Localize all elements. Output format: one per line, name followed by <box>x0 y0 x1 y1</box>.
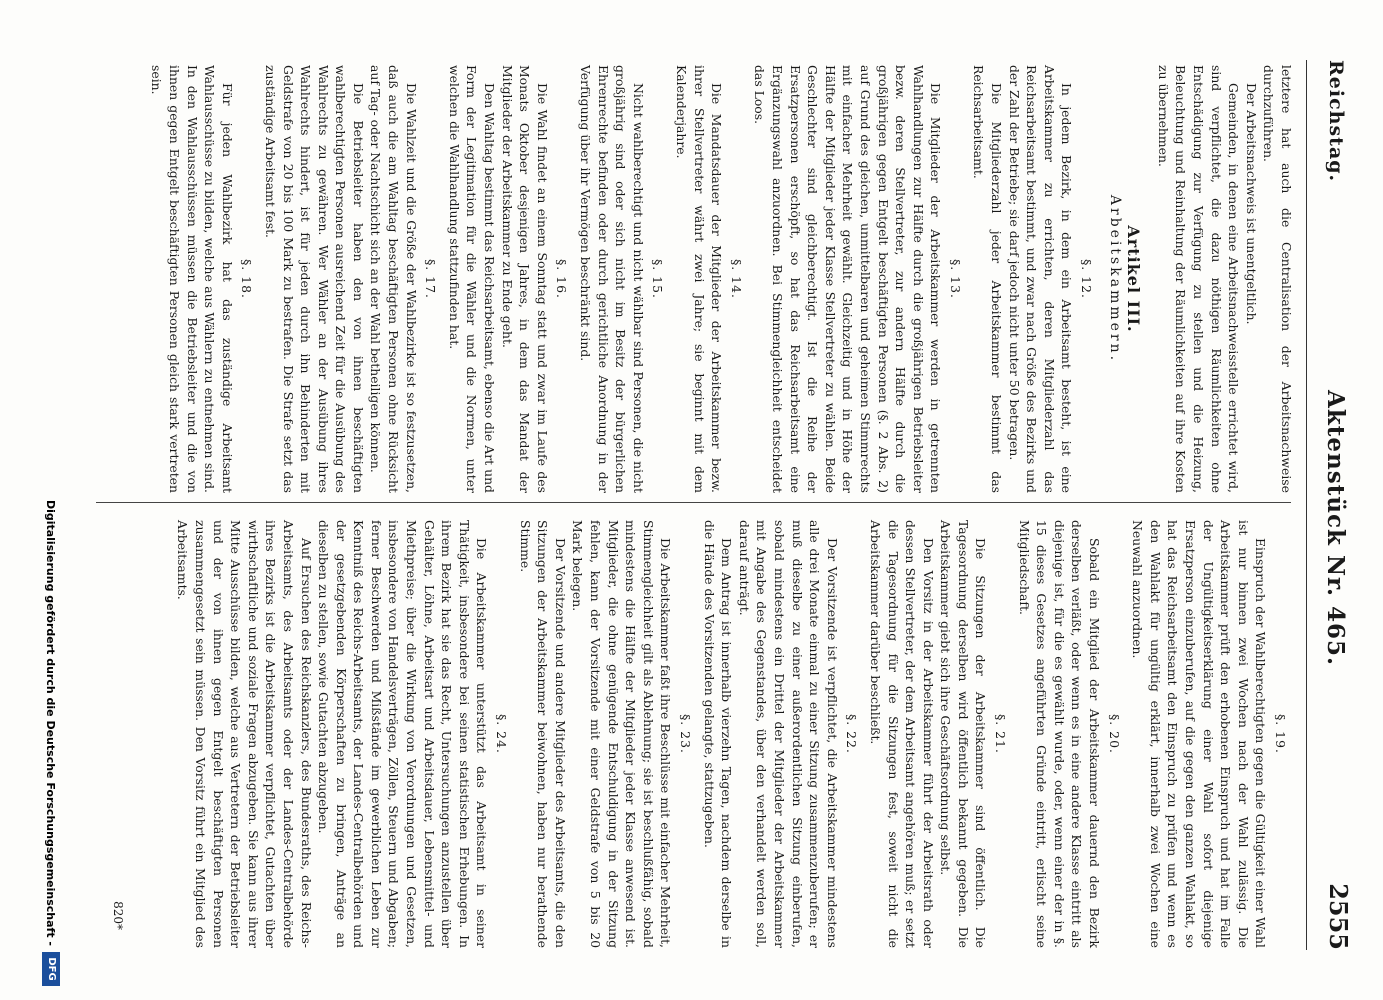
section-heading: §. 13. <box>947 259 963 299</box>
paragraph: Der Vorsitzende ist verpflichtet, die Arbeitskammer mindestens alle drei Monate einmal zu einer Sitzung zusammenzuberufen; er muß dieselbe zu einer außerordentlichen Sitzung einberufen, sobald mindestens ein Drittel der Mitglieder der Arbeitskammer mit Angabe des Gegenstandes, über den verhandelt werden soll, darauf anträgt. <box>736 520 840 948</box>
section-heading: §. 22. <box>844 714 860 754</box>
article-subtitle: Arbeitskammern. <box>1106 194 1123 364</box>
paragraph: Auf Ersuchen des Reichskanzlers, des Bundesraths, des Reichs-Arbeitsamts, des Arbeitsamts oder der Landes-Centralbehörde ihres Bezirks ist die Arbeitskammer verpflichtet, Gutachten über wirthschaftliche und soziale Fragen abzugeben. Sie kann aus ihrer Mitte Ausschüsse bilden, welche aus Vertretern der Betriebsleiter und der von ihnen gegen Entgelt beschäftigten Personen zusammengesetzt sein müssen. Den Vorsitz führt ein Mitglied des Arbeitsamts. <box>175 520 314 948</box>
column-divider <box>96 502 1291 503</box>
section-heading: §. 18. <box>239 259 255 299</box>
paragraph: Nicht wahlberechtigt und nicht wählbar sind Personen, die nicht großjährig sind oder sich nicht im Besitz der bürgerlichen Ehrenrechte befinden oder durch gerichtliche Anordnung in der Verfügung über ihr Vermögen beschränkt sind. <box>578 65 646 493</box>
paragraph: Den Wahltag bestimmt das Reichsarbeitsamt, ebenso die Art und Form der Legitimation für die Wähler und die Normen, unter welchen die Wahlhandlung stattzufinden hat. <box>446 65 498 493</box>
paragraph: Die Wahlzeit und die Größe der Wahlbezirke ist so festzusetzen, daß auch die am Wahltag beschäftigten Personen ohne Rücksicht auf Tag- oder Nachtschicht sich an der Wahl betheiligen können. <box>368 65 419 493</box>
header-rule <box>1306 60 1307 950</box>
paragraph: In jedem Bezirk, in dem ein Arbeitsamt besteht, ist eine Arbeitskammer zu errichten, deren Mitgliederzahl das Reichsarbeitsamt bestimmt, und zwar nach Größe des Bezirks und der Zahl der Betriebe; sie darf jedoch nicht unter 50 betragen. <box>1006 65 1075 493</box>
paragraph: Die Wahl findet an einem Sonntag statt und zwar im Laufe des Monats Oktober desjenigen Jahres, in dem das Mandat der Mitglieder der Arbeitskammer zu Ende geht. <box>499 65 550 493</box>
paragraph: Für jeden Wahlbezirk hat das zuständige Arbeitsamt Wahlausschüsse zu bilden, welche aus Wählern zu entnehmen sind. In den Wahlausschüssen müssen die Betriebsleiter und die von ihnen gegen Entgelt beschäftigten Personen gleich stark vertreten sein. <box>149 65 235 493</box>
header-reichstag: Reichstag. <box>1325 60 1347 183</box>
paragraph: Die Mitgliederzahl jeder Arbeitskammer bestimmt das Reichsarbeitsamt. <box>971 65 1005 493</box>
right-column <box>174 520 1295 948</box>
paragraph: Den Vorsitz in der Arbeitskammer führt der Arbeitsrath oder dessen Stellvertreter, der dem Arbeitsamt angehören muß; er setzt die Tagesordnung für die Sitzungen fest, soweit nicht die Arbeitskammer darüber beschließt. <box>867 520 936 948</box>
section-heading: §. 19. <box>1273 714 1288 754</box>
paragraph: Die Arbeitskammer unterstützt das Arbeitsamt in seiner Thätigkeit, insbesondere bei seinen statistischen Erhebungen. In ihrem Bezirk hat sie das Recht, Untersuchungen anzustellen über Gehälter, Löhne, Arbeitsart und Arbeitsdauer, Lebensmittel- und Miethpreise; über die Wirkung von Verordnungen und Gesetzen, insbesondere von Handelsverträgen, Zöllen, Steuern und Abgaben; ferner Beschwerden und Mißstände im gewerblichen Leben zur Kenntniß des Reichs-Arbeitsamts, der Landes-Centralbehörden und der gesetzgebenden Körperschaften zu bringen, Anträge an dieselben zu stellen, sowie Gutachten abzugeben. <box>316 520 490 948</box>
paragraph: Die Betriebsleiter haben den von ihnen beschäftigten wahlberechtigten Personen ausreichend Zeit für die Ausübung des Wahlrechts zu gewähren. Wer Wähler an der Ausübung ihres Wahlrechts hindert, ist für jeden durch ihn Behinderten mit Geldstrafe von 20 bis 100 Mark zu bestrafen. Die Strafe setzt das zuständige Arbeitsamt fest. <box>262 65 366 493</box>
section-heading: §. 16. <box>554 259 570 299</box>
paragraph: letztere hat auch die Centralisation der Arbeitsnachweise durchzuführen. <box>1261 65 1294 493</box>
paragraph: Die Sitzungen der Arbeitskammer sind öffentlich. Die Tagesordnung derselben wird öffentlich bekannt gegeben. Die Arbeitskammer giebt sich ihre Geschäftsordnung selbst. <box>938 520 989 948</box>
paragraph: Die Mitglieder der Arbeitskammer werden in getrennten Wahlhandlungen zur Hälfte durch die großjährigen Betriebsleiter bezw. deren Stellvertreter, zur andern Hälfte durch die großjährigen gegen Entgelt beschäftigten Personen (§. 2 Abs. 2) auf Grund des gleichen, unmittelbaren und geheimen Stimmrechts mit einfacher Mehrheit gewählt. Gleichzeitig und in Höhe der Hälfte der Mitglieder jeder Klasse Stellvertreter zu wählen. Beide Geschlechter sind gleichberechtigt. Ist die Reihe der Ersatzpersonen erschöpft, so hat das Reichsarbeitsamt eine Ergänzungswahl anzuordnen. Bei Stimmengleichheit entscheidet das Loos. <box>752 65 944 493</box>
section-heading: §. 24. <box>494 714 510 754</box>
paragraph: Die Mandatsdauer der Mitglieder der Arbeitskammer bezw. ihrer Stellvertreter währt zwei Jahre; sie beginnt mit dem Kalenderjahre. <box>674 65 725 493</box>
paragraph: Einspruch der Wahlberechtigten gegen die Gültigkeit einer Wahl ist nur binnen zwei Wochen nach der Wahl zulässig. Die Arbeitskammer prüft den erhobenen Einspruch und hat im Falle der Ungültigkeitserklärung einer Wahl sofort diejenige Ersatzperson einzuberufen, auf die gegen den ganzen Wahlakt, so hat das Reichsarbeitsamt den Einspruch zu prüfen und wenn es den Wahlakt für ungültig erklärt, innerhalb zwei Wochen eine Neuwahl anzuordnen. <box>1130 520 1269 948</box>
digitization-stamp <box>39 8 61 992</box>
stamp-text: Digitalisierung gefördert durch die Deutsche Forschungsgemeinschaft - <box>44 499 57 946</box>
header-title: Aktenstück Nr. 465. <box>1322 390 1349 667</box>
page-header <box>1315 60 1355 950</box>
paragraph: Der Vorsitzende und andere Mitglieder des Arbeitsamts, die den Sitzungen der Arbeitskammer beiwohnen, haben nur berathende Stimme. <box>517 520 568 948</box>
paragraph: Dem Antrag ist innerhalb vierzehn Tagen, nachdem derselbe in die Hände des Vorsitzenden gelangte, stattzugeben. <box>701 520 735 948</box>
section-heading: §. 20. <box>1106 714 1122 754</box>
paragraph: Die Arbeitskammer faßt ihre Beschlüsse mit einfacher Mehrheit, Stimmengleichheit gilt als Ablehnung; sie ist beschlußfähig, sobald mindestens die Hälfte der Mitglieder jeder Klasse anwesend ist. Mitglieder, die ohne genügende Entschuldigung in der Sitzung fehlen, kann der Vorsitzende mit einer Geldstrafe von 5 bis 20 Mark belegen. <box>570 520 674 948</box>
paragraph: Sobald ein Mitglied der Arbeitskammer dauernd den Bezirk derselben verläßt, oder wenn es in eine andere Klasse eintritt als diejenige ist, für die es gewählt wurde, oder, wenn einer der in §. 15 dieses Gesetzes angeführten Gründe eintritt, erlischt seine Mitgliedschaft. <box>1016 520 1103 948</box>
page-number: 2555 <box>1324 883 1353 950</box>
section-heading: §. 17. <box>423 259 439 299</box>
paragraph: Gemeinden, in denen eine Arbeitsnachweisstelle errichtet wird, sind verpflichtet, die dazu nöthigen Räumlichkeiten ohne Entschädigung zur Verfügung zu stellen und die Heizung, Beleuchtung und Reinhaltung der Räumlichkeiten auf ihre Kosten zu übernehmen. <box>1155 65 1242 493</box>
section-heading: §. 15. <box>650 259 666 299</box>
section-heading: §. 12. <box>1079 259 1095 299</box>
article-title: Artikel III. <box>1124 225 1144 333</box>
section-heading: §. 21. <box>993 714 1009 754</box>
section-heading: §. 14. <box>728 259 744 299</box>
dfg-logo: DFG <box>42 952 60 986</box>
paragraph: Der Arbeitsnachweis ist unentgeltlich. <box>1243 83 1259 325</box>
signature-mark: 820* <box>111 901 125 930</box>
section-heading: §. 23. <box>678 714 693 754</box>
left-column <box>148 65 1295 493</box>
